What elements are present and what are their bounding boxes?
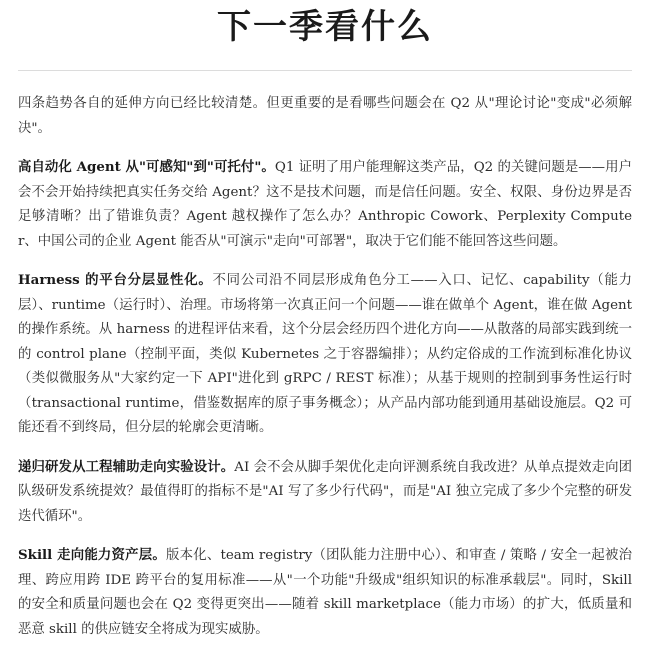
section-skill-assets <box>18 543 632 642</box>
section-harness-layering <box>18 268 632 441</box>
intro-paragraph: 四条趋势各自的延伸方向已经比较清楚。但更重要的是看哪些问题会在 Q2 从"理论讨论"变成"必须解决"。 <box>18 96 632 136</box>
section-body: 不同公司沿不同层形成角色分工——入口、记忆、capability（能力层）、runtime（运行时）、治理。市场将第一次真正问一个问题——谁在做单个 Agent，谁在做 Agent 的操作系统。从 harness 的进程评估来看，这个分层会经历四个进化方向——从散落的局部实践到统一的 control plane（控制平面，类似 Kubernetes 之于容器编排）；从约定俗成的工作流到标准化协议（类似微服务从"大家约定一下 API"进化到 gRPC / REST 标准）；从基于规则的控制到事务性运行时（transactional runtime，借鉴数据库的原子事务概念）；从产品内部功能到通用基础设施层。Q2 可能还看不到终局，但分层的轮廓会更清晰。 <box>18 273 632 435</box>
section-body: AI 会不会从脚手架优化走向评测系统自我改进？从单点提效走向团队级研发系统提效？最值得盯的指标不是"AI 写了多少行代码"，而是"AI 独立完成了多少个完整的研发迭代循环"。 <box>18 459 633 524</box>
section-agent-trust <box>18 155 632 254</box>
section-lead: 高自动化 Agent 从"可感知"到"可托付"。 <box>18 159 275 175</box>
page-title: 下一季看什么 <box>217 7 433 47</box>
title-divider <box>18 70 632 71</box>
section-lead: 递归研发从工程辅助走向实验设计。 <box>18 458 235 475</box>
section-body: 版本化、team registry（团队能力注册中心）、和审查 / 策略 / 安全一起被治理、跨应用跨 IDE 跨平台的复用标准——从"一个功能"升级成"组织知识的标准承载层"。同时，Skill 的安全和质量问题也会在 Q2 变得更突出——随着 skill marketplace（能力市场）的扩大，低质量和恶意 skill 的供应链安全将成为现实威胁。 <box>18 548 632 637</box>
section-lead: Skill 走向能力资产层。 <box>18 547 166 563</box>
section-recursive-rnd <box>18 455 632 530</box>
section-lead: Harness 的平台分层显性化。 <box>18 272 213 288</box>
section-body: Q1 证明了用户能理解这类产品，Q2 的关键问题是——用户会不会开始持续把真实任务交给 Agent？这不是技术问题，而是信任问题。安全、权限、身份边界是否足够清晰？出了错谁负责？Agent 越权操作了怎么办？Anthropic Cowork、Perplexity Computer、中国公司的企业 Agent 能否从"可演示"走向"可部署"，取决于它们能不能回答这些问题。 <box>18 160 632 249</box>
